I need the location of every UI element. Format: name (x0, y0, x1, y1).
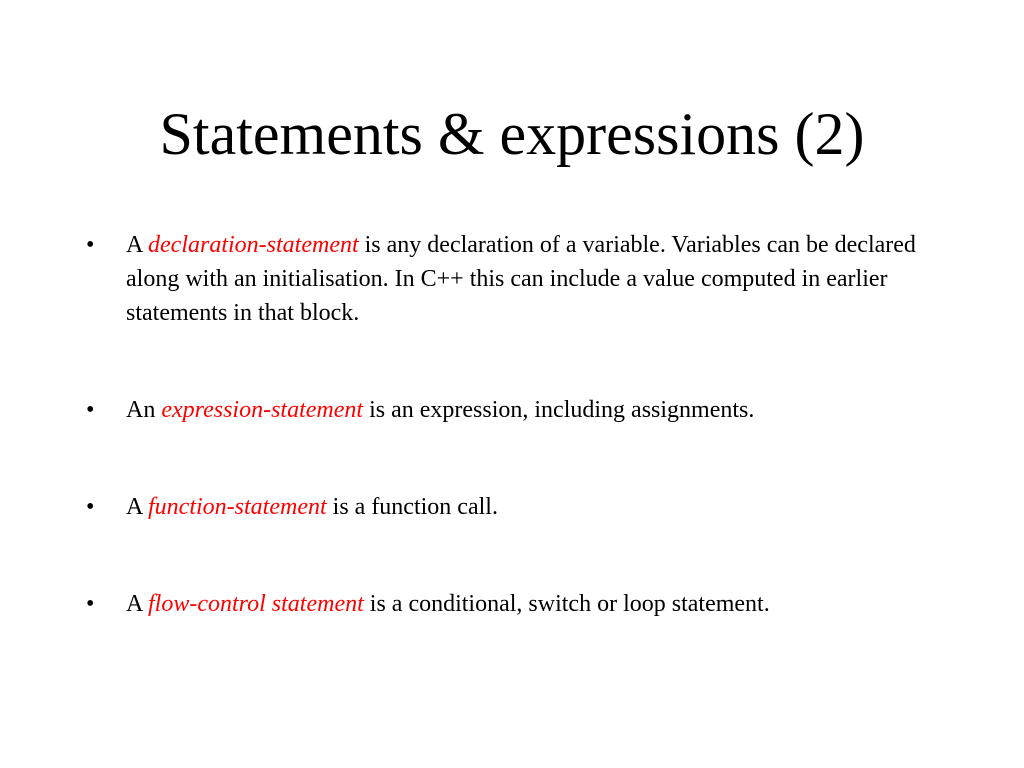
bullet-marker: • (86, 591, 95, 617)
bullet-declaration-statement (86, 228, 956, 330)
slide-title: Statements & expressions (2) (159, 101, 865, 167)
term-expression-statement: expression-statement (161, 397, 364, 423)
bullet-text: is any declaration of a variable. Variables can be declared along with an initialisation. In C++ this can include a value computed in earlier statements in that block. (126, 232, 916, 326)
term-function-statement: function-statement (148, 494, 327, 520)
bullet-prefix: A (126, 494, 149, 520)
bullet-marker: • (86, 494, 95, 520)
bullet-flow-control-statement (86, 587, 956, 621)
bullet-list (86, 228, 956, 621)
bullet-text: is a function call. (326, 494, 498, 520)
term-flow-control-statement: flow-control statement (148, 591, 364, 617)
bullet-marker: • (86, 397, 95, 423)
bullet-prefix: A (126, 232, 149, 258)
bullet-text: is an expression, including assignments. (363, 397, 755, 423)
term-declaration-statement: declaration-statement (148, 232, 359, 258)
bullet-marker: • (86, 232, 95, 258)
bullet-prefix: An (126, 397, 162, 423)
bullet-function-statement (86, 490, 956, 524)
bullet-prefix: A (126, 591, 149, 617)
bullet-expression-statement (86, 393, 956, 427)
bullet-text: is a conditional, switch or loop statement. (363, 591, 770, 617)
